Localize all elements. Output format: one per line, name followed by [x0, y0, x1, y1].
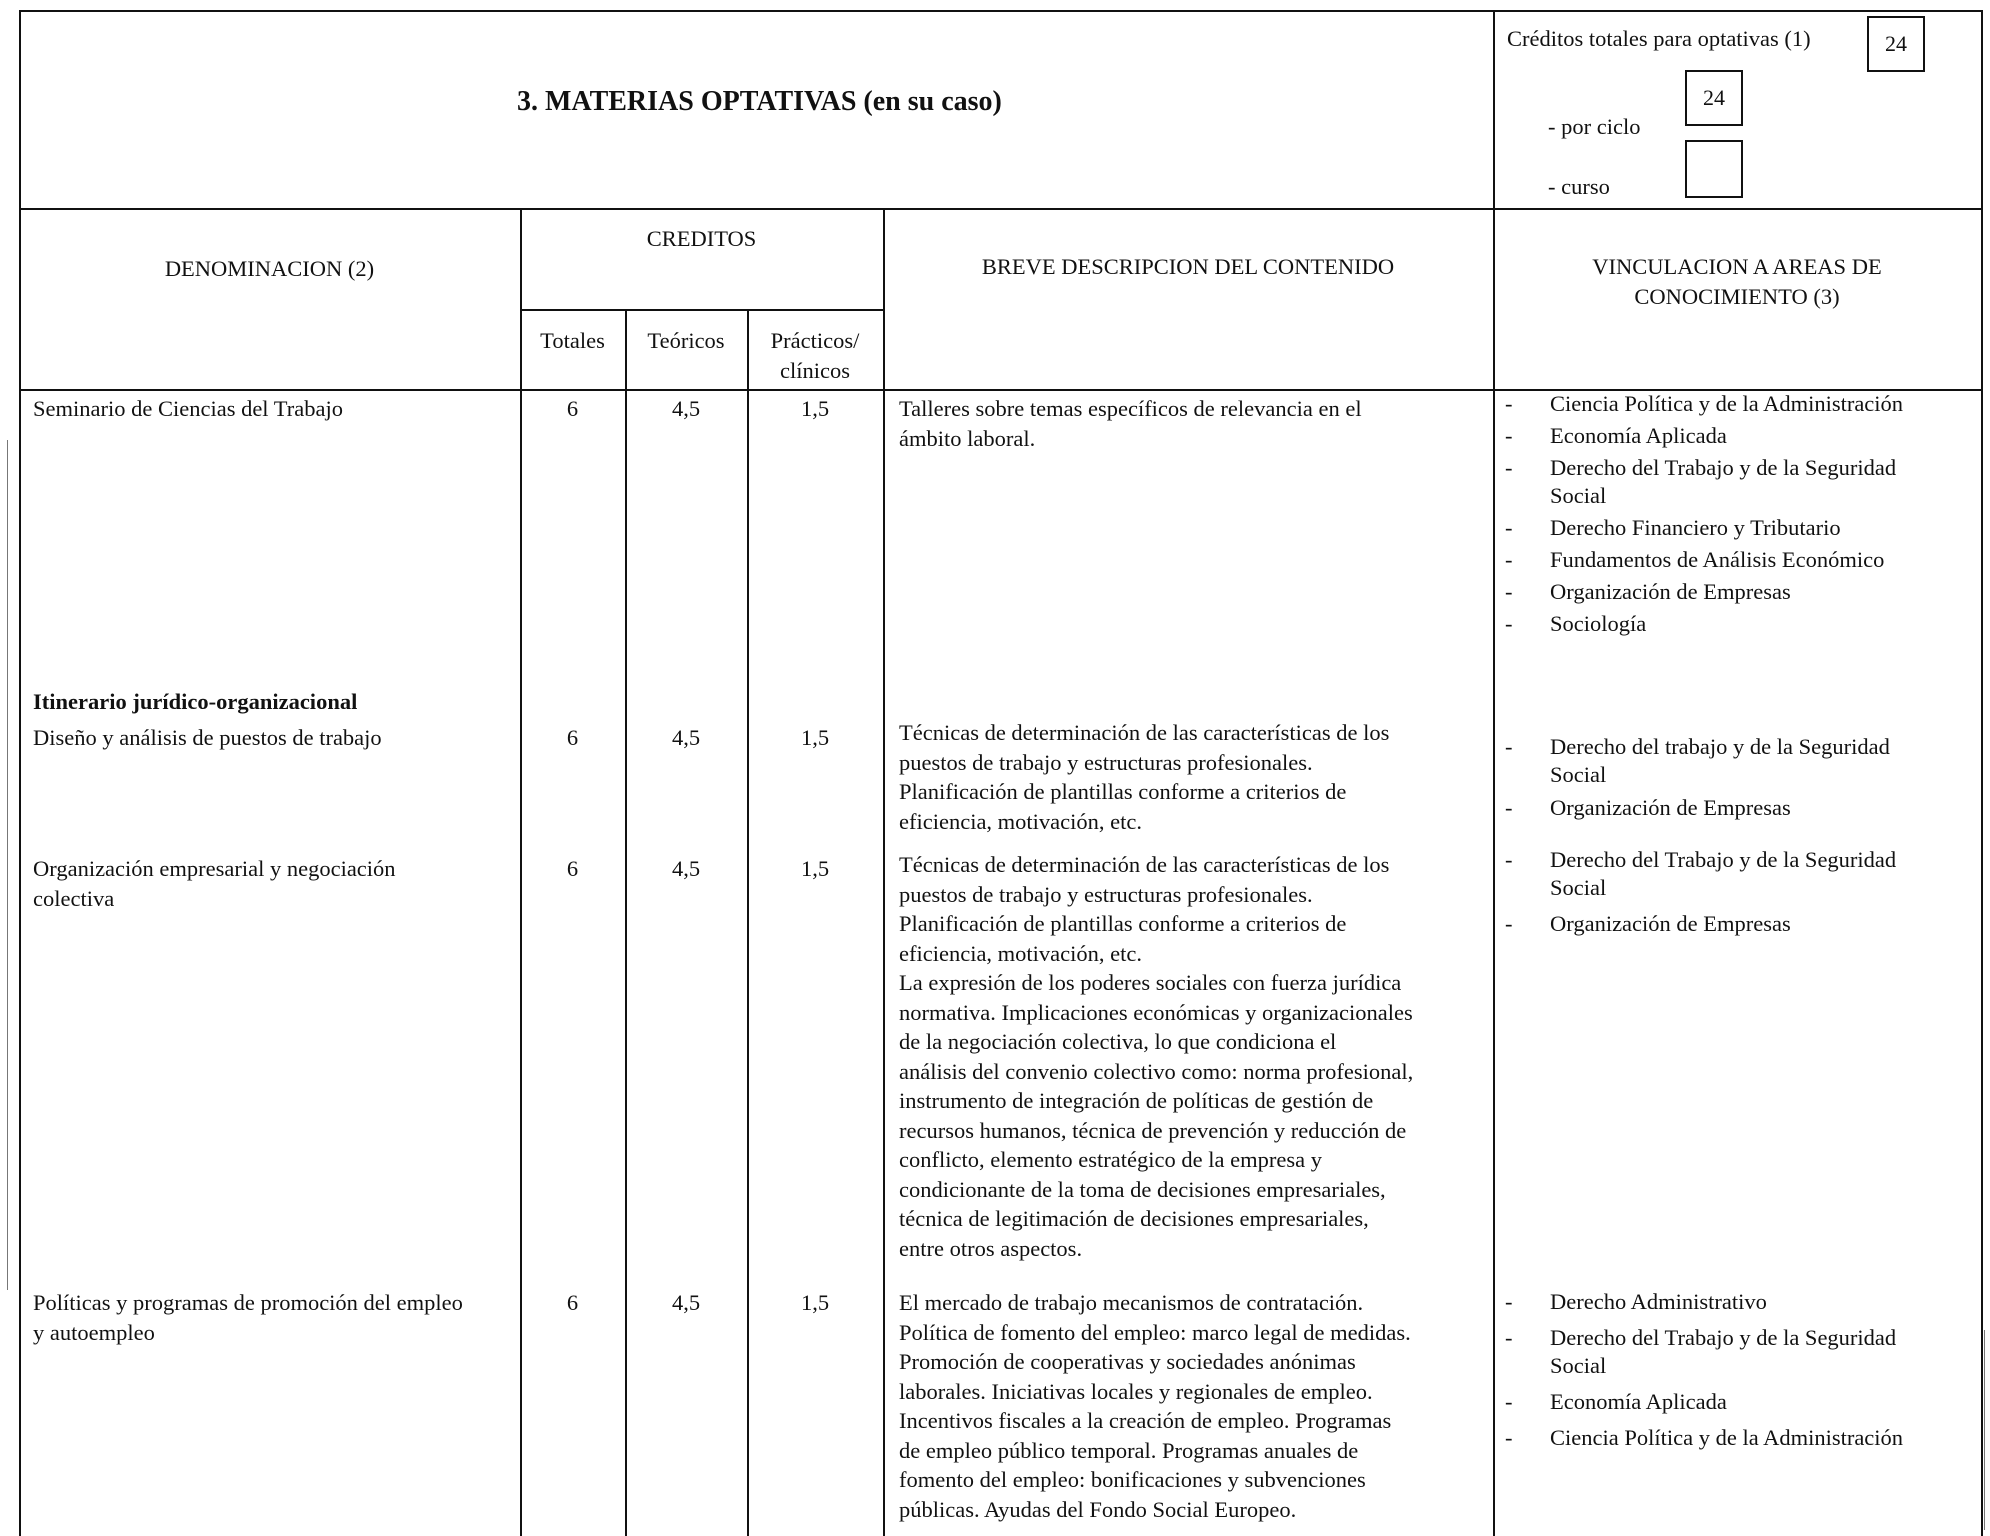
- table-left-border: [19, 10, 21, 1536]
- area-item: - Derecho del Trabajo y de la Seguridad Social: [1505, 454, 1975, 510]
- description-line: Política de fomento del empleo: marco legal de medidas.: [899, 1319, 1411, 1345]
- area-text: Economía Aplicada: [1550, 1389, 1727, 1414]
- description-line: puestos de trabajo y estructuras profesionales.: [899, 881, 1313, 907]
- row-description: [899, 394, 1362, 453]
- row-totales: 6: [566, 396, 579, 421]
- row-description: [899, 850, 1413, 1263]
- area-item: - Organización de Empresas: [1505, 578, 1975, 606]
- scan-artifact: [7, 440, 8, 1290]
- description-line: condicionante de la toma de decisiones empresariales,: [899, 1176, 1386, 1202]
- col-divider-practicos: [883, 208, 885, 1536]
- row-practicos: 1,5: [800, 856, 830, 881]
- row-totales: 6: [566, 1290, 579, 1315]
- col-header-practicos-line1: Prácticos/: [770, 328, 860, 353]
- description-line: eficiencia, motivación, etc.: [899, 808, 1143, 834]
- creditos-totales-label: Créditos totales para optativas (1): [1507, 26, 1811, 51]
- area-text: Derecho Administrativo: [1550, 1289, 1767, 1314]
- description-line: técnica de legitimación de decisiones empresariales,: [899, 1206, 1369, 1231]
- row-teoricos: 4,5: [671, 396, 701, 421]
- row-name-line: colectiva: [33, 885, 115, 911]
- col-header-denominacion: DENOMINACION (2): [164, 256, 375, 281]
- area-text: Derecho Financiero y Tributario: [1550, 515, 1841, 540]
- col-header-practicos-line2: clínicos: [780, 357, 850, 383]
- col-divider-teoricos: [747, 309, 749, 1536]
- area-item: - Fundamentos de Análisis Económico: [1505, 546, 1975, 574]
- row-name-line: Políticas y programas de promoción del empleo: [33, 1290, 463, 1315]
- description-line: análisis del convenio colectivo como: norma profesional,: [899, 1058, 1414, 1084]
- row-practicos: 1,5: [800, 396, 830, 421]
- col-header-vinculacion: [1493, 252, 1981, 311]
- curso-label: - curso: [1548, 174, 1610, 199]
- area-item: - Derecho Financiero y Tributario: [1505, 514, 1975, 542]
- row-areas: [1505, 846, 1945, 938]
- description-line: entre otros aspectos.: [899, 1235, 1083, 1261]
- description-line: fomento del empleo: bonificaciones y subvenciones: [899, 1467, 1366, 1492]
- description-line: ámbito laboral.: [899, 425, 1036, 451]
- area-item: - Economía Aplicada: [1505, 1388, 1945, 1416]
- area-text: Ciencia Política y de la Administración: [1550, 391, 1904, 416]
- row-name-line: Seminario de Ciencias del Trabajo: [33, 396, 343, 421]
- area-text: Fundamentos de Análisis Económico: [1550, 547, 1885, 572]
- section-heading: Itinerario jurídico-organizacional: [33, 689, 358, 714]
- area-text: Organización de Empresas: [1550, 579, 1791, 604]
- row-name: [33, 854, 396, 913]
- description-line: El mercado de trabajo mecanismos de contratación.: [899, 1290, 1364, 1315]
- area-item: - Derecho del trabajo y de la Seguridad Social: [1505, 733, 1945, 789]
- description-line: Planificación de plantillas conforme a criterios de: [899, 911, 1347, 936]
- col-header-teoricos: Teóricos: [647, 328, 725, 353]
- description-line: laborales. Iniciativas locales y regionales de empleo.: [899, 1378, 1373, 1404]
- row-totales: 6: [566, 856, 579, 881]
- description-line: recursos humanos, técnica de prevención y reducción de: [899, 1117, 1407, 1143]
- row-name-line: y autoempleo: [33, 1319, 155, 1345]
- col-header-practicos: [747, 326, 883, 385]
- por-ciclo-box: 24: [1685, 70, 1743, 126]
- row-practicos: 1,5: [800, 1290, 830, 1315]
- col-header-vinculacion-line1: VINCULACION A AREAS DE: [1592, 254, 1882, 279]
- row-areas: [1505, 733, 1945, 822]
- col-header-creditos: CREDITOS: [646, 226, 757, 251]
- col-header-totales: Totales: [540, 328, 605, 353]
- area-text: Economía Aplicada: [1550, 423, 1727, 448]
- description-line: públicas. Ayudas del Fondo Social Europeo.: [899, 1496, 1297, 1522]
- area-item: - Organización de Empresas: [1505, 794, 1945, 822]
- description-line: instrumento de integración de políticas de gestión de: [899, 1088, 1374, 1113]
- row-totales: 6: [566, 725, 579, 750]
- description-line: Técnicas de determinación de las características de los: [899, 720, 1390, 745]
- page-title: 3. MATERIAS OPTATIVAS (en su caso): [517, 86, 1002, 117]
- description-line: Talleres sobre temas específicos de relevancia en el: [899, 396, 1362, 421]
- description-line: Incentivos fiscales a la creación de empleo. Programas: [899, 1408, 1392, 1433]
- scan-artifact: [1984, 1330, 1985, 1530]
- row-practicos: 1,5: [800, 725, 830, 750]
- header-bottom-line: [19, 208, 1981, 210]
- curso-box: [1685, 140, 1743, 198]
- area-text: Derecho del Trabajo y de la Seguridad Social: [1550, 847, 1897, 900]
- description-line: Promoción de cooperativas y sociedades anónimas: [899, 1349, 1356, 1374]
- row-name: [33, 394, 343, 424]
- description-line: eficiencia, motivación, etc.: [899, 940, 1143, 966]
- description-line: Técnicas de determinación de las características de los: [899, 852, 1390, 877]
- row-areas: [1505, 1288, 1945, 1452]
- title-credits-divider: [1493, 10, 1495, 1536]
- row-areas: [1505, 390, 1975, 642]
- row-teoricos: 4,5: [671, 856, 701, 881]
- area-text: Ciencia Política y de la Administración: [1550, 1425, 1904, 1450]
- row-teoricos: 4,5: [671, 725, 701, 750]
- row-name-line: Diseño y análisis de puestos de trabajo: [33, 725, 382, 750]
- row-name: [33, 1288, 463, 1347]
- row-name-line: Organización empresarial y negociación: [33, 856, 396, 881]
- col-header-descripcion: BREVE DESCRIPCION DEL CONTENIDO: [981, 254, 1395, 279]
- area-text: Derecho del Trabajo y de la Seguridad Social: [1550, 1325, 1897, 1378]
- area-item: - Sociología: [1505, 610, 1975, 638]
- creditos-totales-box: 24: [1867, 16, 1925, 72]
- row-name: [33, 723, 382, 753]
- area-item: - Ciencia Política y de la Administración: [1505, 1424, 1945, 1452]
- area-item: - Derecho del Trabajo y de la Seguridad Social: [1505, 1324, 1945, 1380]
- area-text: Derecho del Trabajo y de la Seguridad Social: [1550, 455, 1897, 508]
- col-divider-totales: [625, 309, 627, 1536]
- area-item: - Ciencia Política y de la Administración: [1505, 390, 1975, 418]
- area-text: Organización de Empresas: [1550, 911, 1791, 936]
- table-top-border: [19, 10, 1981, 12]
- description-line: de empleo público temporal. Programas anuales de: [899, 1437, 1359, 1463]
- area-text: Derecho del trabajo y de la Seguridad Social: [1550, 734, 1890, 787]
- por-ciclo-label: - por ciclo: [1548, 114, 1641, 139]
- creditos-split-line: [520, 309, 883, 311]
- row-description: [899, 1288, 1411, 1524]
- description-line: Planificación de plantillas conforme a criterios de: [899, 779, 1347, 804]
- description-line: de la negociación colectiva, lo que condiciona el: [899, 1029, 1337, 1054]
- description-line: conflicto, elemento estratégico de la empresa y: [899, 1147, 1322, 1172]
- col-header-vinculacion-line2: CONOCIMIENTO (3): [1634, 283, 1840, 309]
- description-line: La expresión de los poderes sociales con fuerza jurídica: [899, 970, 1402, 995]
- area-item: - Economía Aplicada: [1505, 422, 1975, 450]
- area-item: - Organización de Empresas: [1505, 910, 1945, 938]
- row-teoricos: 4,5: [671, 1290, 701, 1315]
- area-item: - Derecho Administrativo: [1505, 1288, 1945, 1316]
- description-line: normativa. Implicaciones económicas y organizacionales: [899, 999, 1413, 1025]
- area-text: Sociología: [1550, 611, 1647, 636]
- area-item: - Derecho del Trabajo y de la Seguridad Social: [1505, 846, 1945, 902]
- description-line: puestos de trabajo y estructuras profesionales.: [899, 749, 1313, 775]
- table-right-border: [1981, 10, 1983, 1536]
- row-description: [899, 718, 1389, 836]
- area-text: Organización de Empresas: [1550, 795, 1791, 820]
